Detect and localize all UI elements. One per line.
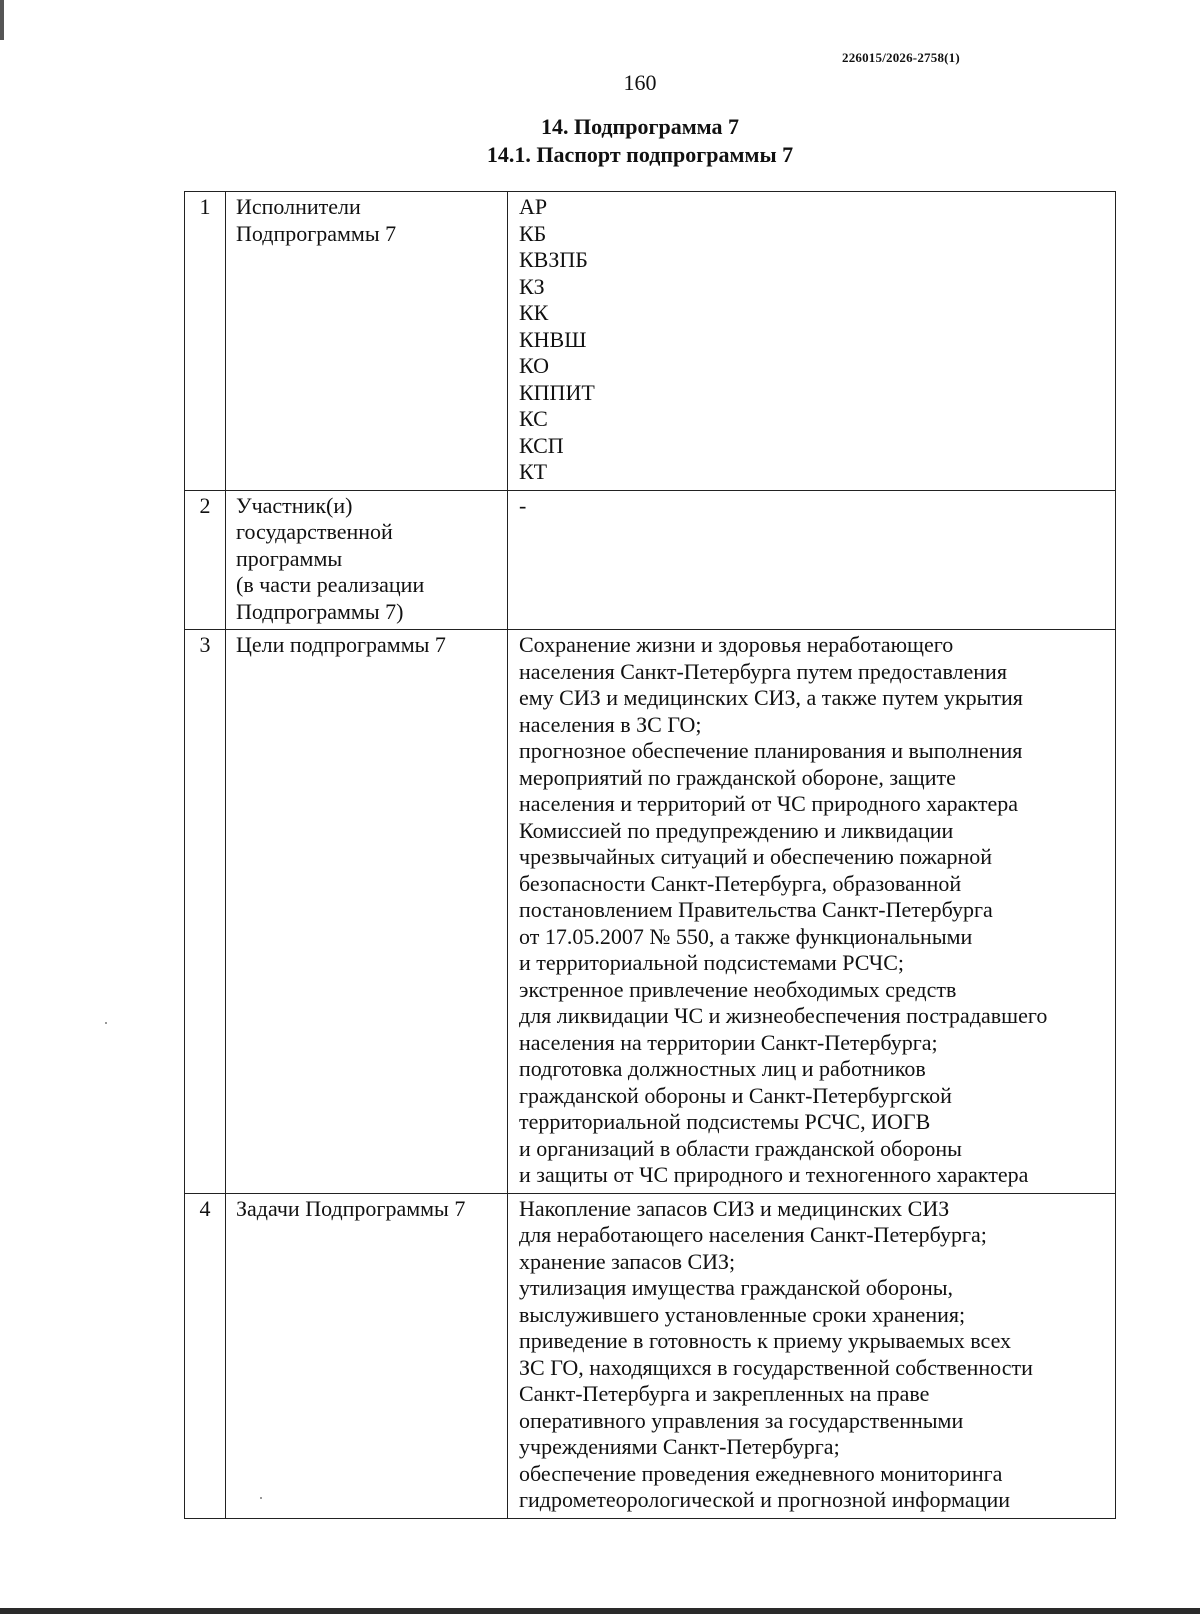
content-line: КБ [519, 220, 547, 246]
content-line: гидрометеорологической и прогнозной информации [519, 1487, 1011, 1512]
content-line: Накопление запасов СИЗ и медицинских СИЗ [519, 1195, 950, 1221]
content-line: подготовка должностных лиц и работников [519, 1056, 926, 1081]
content-line: АР [519, 194, 548, 219]
content-line: безопасности Санкт-Петербурга, образованной [519, 870, 962, 896]
content-line: КО [519, 353, 550, 378]
content-line: Сохранение жизни и здоровья неработающего [519, 632, 954, 657]
passport-table-body [185, 192, 1116, 1519]
content-line: населения на территории Санкт-Петербурга; [519, 1029, 938, 1055]
label-line: Подпрограммы 7 [236, 220, 397, 246]
table-row [185, 630, 1116, 1194]
content-line: от 17.05.2007 № 550, а также функциональными [519, 923, 973, 949]
content-line: гражданской обороны и Санкт-Петербургской [519, 1082, 952, 1108]
content-line: - [519, 492, 527, 518]
content-line: Комиссией по предупреждению и ликвидации [519, 817, 954, 843]
content-line: для неработающего населения Санкт-Петербурга; [519, 1222, 987, 1247]
label-line: Задачи Подпрограммы 7 [236, 1195, 466, 1221]
content-line: КС [519, 406, 548, 431]
content-line: утилизация имущества гражданской обороны, [519, 1275, 954, 1300]
content-line: экстренное привлечение необходимых средств [519, 976, 957, 1002]
content-line: приведение в готовность к приему укрываемых всех [519, 1328, 1012, 1353]
content-line: населения и территорий от ЧС природного характера [519, 791, 1018, 816]
content-line: для ликвидации ЧС и жизнеобеспечения пострадавшего [519, 1003, 1048, 1028]
content-line: прогнозное обеспечение планирования и выполнения [519, 738, 1023, 763]
page-number: 160 [623, 70, 657, 95]
content-line: ему СИЗ и медицинских СИЗ, а также путем укрытия [519, 685, 1023, 710]
section-title: 14. Подпрограмма 7 [540, 114, 740, 139]
row-content [508, 630, 1116, 1194]
content-line: КК [519, 300, 549, 325]
label-line: Участник(и) [236, 492, 353, 518]
content-line: хранение запасов СИЗ; [519, 1248, 736, 1274]
row-number: 4 [185, 1193, 226, 1518]
label-line: Исполнители [236, 194, 361, 219]
label-line: программы [236, 545, 343, 571]
content-line: территориальной подсистемы РСЧС, ИОГВ [519, 1109, 931, 1134]
row-label [226, 1193, 508, 1518]
row-content [508, 1193, 1116, 1518]
content-line: Санкт-Петербурга и закрепленных на праве [519, 1381, 930, 1406]
row-content [508, 490, 1116, 630]
content-line: и территориальной подсистемами РСЧС; [519, 950, 904, 975]
row-content [508, 192, 1116, 491]
content-line: учреждениями Санкт-Петербурга; [519, 1434, 840, 1459]
document-registration-number: 226015/2026-2758(1) [842, 50, 960, 65]
label-line: государственной [236, 519, 393, 544]
scan-edge-bottom [0, 1608, 1200, 1614]
passport-table [184, 191, 1116, 1519]
label-line: Подпрограммы 7) [236, 598, 404, 624]
row-number: 1 [185, 192, 226, 491]
section-subtitle: 14.1. Паспорт подпрограммы 7 [486, 142, 794, 167]
content-line: чрезвычайных ситуаций и обеспечению пожарной [519, 844, 993, 869]
row-number: 2 [185, 490, 226, 630]
content-line: обеспечение проведения ежедневного мониторинга [519, 1460, 1003, 1486]
content-line: КЗ [519, 273, 545, 299]
row-label [226, 490, 508, 630]
row-label [226, 630, 508, 1194]
row-number: 3 [185, 630, 226, 1194]
content-line: оперативного управления за государственными [519, 1407, 964, 1433]
content-line: ЗС ГО, находящихся в государственной собственности [519, 1354, 1033, 1380]
content-line: постановлением Правительства Санкт-Петербурга [519, 897, 993, 922]
content-line: выслужившего установленные сроки хранения; [519, 1301, 966, 1327]
content-line: мероприятий по гражданской обороне, защите [519, 764, 956, 790]
content-line: и защиты от ЧС природного и техногенного характера [519, 1162, 1029, 1187]
content-line: КТ [519, 459, 548, 484]
scan-speck [105, 1022, 107, 1024]
content-line: КВЗПБ [519, 247, 588, 272]
table-row [185, 192, 1116, 491]
content-line: населения Санкт-Петербурга путем предоставления [519, 658, 1007, 684]
scan-edge-mark [0, 0, 4, 40]
label-line: (в части реализации [236, 572, 425, 597]
table-row [185, 1193, 1116, 1518]
table-row [185, 490, 1116, 630]
content-line: КППИТ [519, 379, 595, 405]
row-label [226, 192, 508, 491]
content-line: и организаций в области гражданской обороны [519, 1135, 962, 1161]
content-line: населения в ЗС ГО; [519, 711, 702, 737]
content-line: КНВШ [519, 326, 587, 352]
label-line: Цели подпрограммы 7 [236, 632, 446, 657]
content-line: КСП [519, 432, 564, 458]
